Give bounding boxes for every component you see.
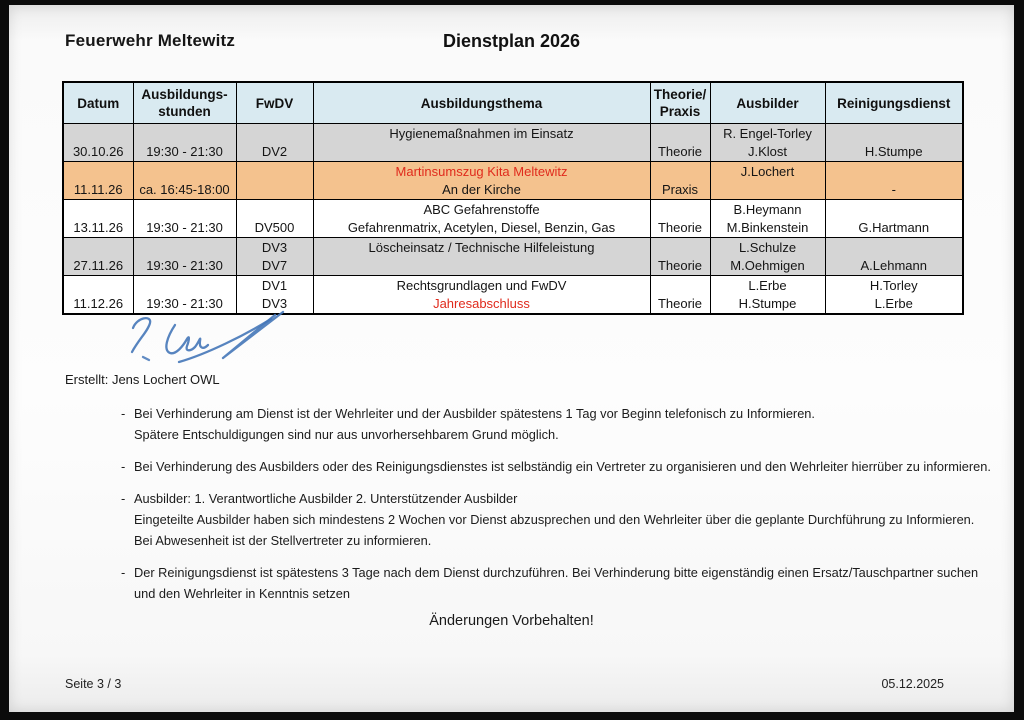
- table-cell: L.Schulze M.Oehmigen: [710, 238, 825, 276]
- table-cell: ABC Gefahrenstoffe Gefahrenmatrix, Acetylen, Diesel, Benzin, Gas: [313, 200, 650, 238]
- closing-remark: Änderungen Vorbehalten!: [429, 613, 594, 629]
- table-cell: A.Lehmann: [825, 238, 963, 276]
- document-page: [9, 5, 1014, 712]
- bullet-dash: -: [121, 565, 126, 580]
- table-cell: Martinsumszug Kita Meltewitz An der Kirche: [313, 162, 650, 200]
- column-header: Datum: [63, 82, 133, 124]
- bullet-dash: -: [121, 459, 126, 474]
- table-cell: DV3 DV7: [236, 238, 313, 276]
- table-cell: 13.11.26: [63, 200, 133, 238]
- signature-drawing: [117, 308, 292, 370]
- table-cell: 30.10.26: [63, 124, 133, 162]
- table-cell: Theorie: [650, 238, 710, 276]
- column-header: Theorie/ Praxis: [650, 82, 710, 124]
- duty-schedule-table: [62, 81, 964, 315]
- page-title: Dienstplan 2026: [442, 31, 581, 51]
- table-cell: Löscheinsatz / Technische Hilfeleistung: [313, 238, 650, 276]
- created-by-line: Erstellt: Jens Lochert OWL: [65, 372, 220, 387]
- table-cell: DV500: [236, 200, 313, 238]
- table-header-row: [63, 82, 963, 124]
- table-cell: DV2: [236, 124, 313, 162]
- table-cell: Theorie: [650, 200, 710, 238]
- table-cell: -: [825, 162, 963, 200]
- organization-name: Feuerwehr Meltewitz: [65, 31, 236, 50]
- footer-date: 05.12.2025: [881, 677, 944, 691]
- note-item: [121, 456, 991, 477]
- table-row: [63, 200, 963, 238]
- table-cell: 27.11.26: [63, 238, 133, 276]
- note-line: Bei Abwesenheit ist der Stellvertreter zu informieren.: [134, 533, 432, 548]
- table-cell: [236, 162, 313, 200]
- note-item: [121, 562, 979, 604]
- notes-list: [121, 403, 991, 615]
- bullet-dash: -: [121, 491, 126, 506]
- note-item: [121, 488, 975, 551]
- table-row: [63, 162, 963, 200]
- table-cell: ca. 16:45-18:00: [133, 162, 236, 200]
- table-cell: J.Lochert: [710, 162, 825, 200]
- table-cell: 11.12.26: [63, 276, 133, 315]
- note-line: - Der Reinigungsdienst ist spätestens 3 Tage nach dem Dienst durchzuführen. Bei Verhinderung bitte eigenständig einen Ersatz/Tauschpartner suchen: [121, 562, 971, 583]
- column-header: Ausbilder: [710, 82, 825, 124]
- table-cell: 11.11.26: [63, 162, 133, 200]
- column-header: Reinigungsdienst: [825, 82, 963, 124]
- table-cell: Praxis: [650, 162, 710, 200]
- table-row: [63, 124, 963, 162]
- note-line: und den Wehrleiter in Kenntnis setzen: [134, 586, 351, 601]
- table-cell: 19:30 - 21:30: [133, 276, 236, 315]
- table-cell: H.Torley L.Erbe: [825, 276, 963, 315]
- bullet-dash: -: [121, 406, 126, 421]
- note-line: - Ausbilder: 1. Verantwortliche Ausbilder 2. Unterstützender Ausbilder: [121, 488, 971, 509]
- note-line: Eingeteilte Ausbilder haben sich mindestens 2 Wochen vor Dienst abzusprechen und den Wehrleiter über die geplante Durchführung zu Informieren.: [134, 512, 975, 527]
- table-cell: Hygienemaßnahmen im Einsatz: [313, 124, 650, 162]
- table-cell: 19:30 - 21:30: [133, 238, 236, 276]
- column-header: FwDV: [236, 82, 313, 124]
- column-header: Ausbildungs- stunden: [133, 82, 236, 124]
- page-number: Seite 3 / 3: [65, 677, 122, 691]
- table-cell: Theorie: [650, 276, 710, 315]
- signature: [117, 308, 292, 375]
- table-cell: R. Engel-Torley J.Klost: [710, 124, 825, 162]
- table-cell: B.Heymann M.Binkenstein: [710, 200, 825, 238]
- table-cell: Rechtsgrundlagen und FwDV Jahresabschluss: [313, 276, 650, 315]
- column-header: Ausbildungsthema: [313, 82, 650, 124]
- note-item: [121, 403, 971, 445]
- table-cell: H.Stumpe: [825, 124, 963, 162]
- table-cell: Theorie: [650, 124, 710, 162]
- note-line: Spätere Entschuldigungen sind nur aus unvorhersehbarem Grund möglich.: [134, 427, 559, 442]
- table-cell: G.Hartmann: [825, 200, 963, 238]
- table-cell: DV1 DV3: [236, 276, 313, 315]
- table-row: [63, 238, 963, 276]
- note-line: - Bei Verhinderung des Ausbilders oder des Reinigungsdienstes ist selbständig ein Vertreter zu organisieren und den Wehrleiter hierrüber zu informieren.: [121, 456, 971, 477]
- table-cell: 19:30 - 21:30: [133, 124, 236, 162]
- table-cell: 19:30 - 21:30: [133, 200, 236, 238]
- note-line: - Bei Verhinderung am Dienst ist der Wehrleiter und der Ausbilder spätestens 1 Tag vor Beginn telefonisch zu Informieren.: [121, 403, 971, 424]
- table-cell: L.Erbe H.Stumpe: [710, 276, 825, 315]
